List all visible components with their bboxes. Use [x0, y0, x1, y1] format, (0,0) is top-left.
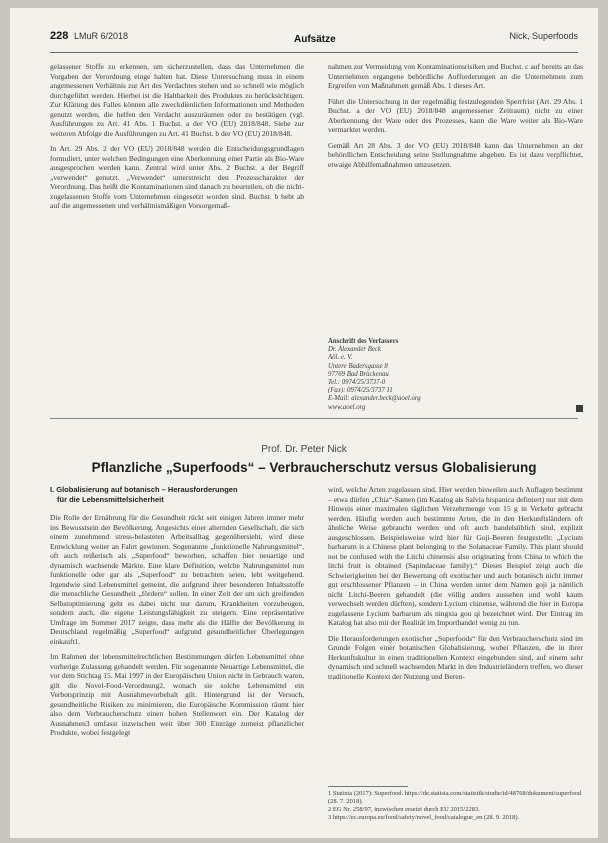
address-city: 97769 Bad Brückenau — [328, 370, 389, 378]
address-tel: Tel.: 0974/25/3737-0 — [328, 379, 386, 387]
page-number: 228 — [50, 30, 69, 42]
author-address — [328, 338, 583, 412]
article-right-column — [328, 485, 583, 687]
footnote: 3 https://ec.europa.eu/food/safety/novel_food/catalogue_en (28. 9. 2018). — [328, 814, 520, 821]
paragraph: Die Herausforderungen exotischer „Superfoods“ für den Verbraucherschutz sind im Grunde Folgen einer botanischen Globalisierung, wobei Pflanzen, die in ihrer Herkunftskultur in einen traditionellen Kontext eingebunden sind, auf einem sehr dynamisch und schnell wachsenden Markt in den Industrieländern treffen, wo dieser traditionelle Kontext der Nutzung und Beren- — [328, 633, 583, 681]
address-fax: (Fax): 0974/25/3737 11 — [328, 387, 393, 395]
section-heading-line: für die Lebensmittelsicherheit — [57, 494, 164, 504]
journal-page — [10, 8, 598, 838]
running-head: Nick, Superfoods — [509, 31, 578, 41]
paragraph: Führt die Untersuchung in der regelmäßig festzulegenden Sperrfrist (Art. 29 Abs. 1 Buchst. a der VO (EU) 2018/848 angemessener Zeitraum) nicht zu einer Aberkennung der Ware oder des Prozesses, kann die Ware weiter als Bio-Ware vermarktet werden. — [328, 96, 583, 134]
article-author: Prof. Dr. Peter Nick — [261, 444, 347, 455]
paragraph: Gemäß Art 28 Abs. 3 der VO (EU) 2018/848 kann das Unternehmen an der behördlichen Entscheidung seine Stellungnahme abgeben. Es ist dazu verpflichtet, etwaige Abhilfemaßnahmen umzusetzen. — [328, 140, 583, 169]
paragraph: wird, welche Arten zugelassen sind. Hier werden bisweilen auch Auflagen bestimmt – etwa dürfen „Chia“-Samen (im Katalog als Salvia hispanica definiert) nur mit dem Hinweis einer maximalen täglichen Verzehrmenge von 15 g in Verkehr gebracht werden. Häufig werden auch bestimmte Arten, die in den Herkunftsländern oft ähnliche Weise gebraucht werden und oft auch handelsüblich sind, explizit ausgeschlossen. Beispielsweise wird hier für Goji-Beeren festgestellt: „Lycium barbarum is a Chinese plant belonging to the Solanaceae Family. This plant should not be confused with the Litchi chinensis also originating from China to which the litchi fruit is obtained (Sapindaceae family).“ Dieses Beispiel zeigt auch die Schwierigkeiten bei der Bewertung oft exotischer und auch botanisch nicht immer gut erschlossener Pflanzen – in China werden unter dem Namen goji ja nämlich nicht Litchi-Beeren gehandelt (die völlig anders aussehen und wohl kaum verwechselt werden dürften), sondern Lycium chinense, während die hier in Europa zugelassene Lycium barbarum als ningxia gou qi bezeichnet wird. Der Eintrag im Katalog hat also mit der Realität im Importhandel wenig zu tun. — [328, 485, 583, 627]
address-street: Untere Badersgasse 8 — [328, 362, 388, 370]
paragraph: In Art. 29 Abs. 2 der VO (EU) 2018/848 werden die Entscheidungsgrundlagen formuliert, unter welchen Bedingungen eine Aberkennung einer Partie als Bio-Ware ausgesprochen werden kann. Zentral wird unter Abs. 2 Buchst. a der Begriff „verwendet“ genutzt. „Verwendet“ unterstreicht den Prozesscharakter der Verordnung. Das heißt die Kontaminationen sind danach zu beurteilen, ob die nicht-zugelassenen Stoffe vom Unternehmen eingesetzt worden sind. Buchst. b hebt ab auf die angemessenen und verhältnismäßigen Vorsorgemaß- — [50, 144, 304, 210]
paragraph: nahmen zur Vermeidung von Kontaminationsrisiken und Buchst. c auf bereits an das Unternehmen ergangene behördliche Aufforderungen an die Unternehmen zum Ergreifen von Maßnahmen gemäß Abs. 1 dieses Art. — [328, 62, 583, 90]
footnote-divider — [328, 786, 408, 787]
end-of-article-mark — [576, 405, 583, 412]
paragraph: Im Rahmen der lebensmittelrechtlichen Bestimmungen dürfen Lebensmittel ohne vorherige Zulassung gehandelt werden. Für sogenannte Neuartige Lebensmittel, die vor dem Stichtag 15. Mai 1997 in der Europäischen Union nicht in Gebrauch waren, gilt die Novel-Food-Verordnung2, wonach sie solche Lebensmittel ein Verbotsprinzip mit Ausnahmevorbehalt gilt. Hintergrund ist der Versuch, gesundheitliche Risiken zu minimieren, die Europäische Kommission räumt hier also dem Verbraucherschutz einen hohen Stellenwert ein. Der Katalog der Ausnahmen3 umfasst inzwischen weit über 300 Einträge zumeist pflanzlicher Produkte, wobei festgelegt — [50, 652, 304, 737]
page-header — [50, 30, 578, 46]
address-heading: Anschrift des Verfassers — [328, 338, 399, 345]
article-left-column — [50, 513, 304, 744]
paragraph: Die Rolle der Ernährung für die Gesundheit rückt seit einigen Jahren immer mehr ins Bewusstsein der Bevölkerung. Angesichts einer alternden Gesellschaft, die sich einem zunehmend stress-belasteten Arbeitsalltag gegenübersieht, wird diese Entwicklung weiter an Fahrt gewinnen. Sogenannte „funktionelle Nahrungsmittel“, oft auch reißerisch als „Superfood“ beworben, schaffen hier neuartige und dynamisch wachsende Märkte. Eine klare Definition, welche Nahrungsmittel nun funktionelle oder gar als „Superfood“ zu betrachten seien, lebt weitgehend. Irgendwie sind Lebensmittel gemeint, die aufgrund ihrer besonderen Inhaltsstoffe die menschliche Gesundheit „fördern“ sollen. In einer Zeit der um sich greifenden Selbstoptimierung geht es dabei nicht nur darum, Krankheiten vorzubeugen, sondern auch, die eigene Leistungsfähigkeit zu steigern. Eine repräsentative Umfrage im Sommer 2017 zeigte, dass mehr als die Hälfte der Bevölkerung in Deutschland regelmäßig „Superfood“ aufgrund gesundheitlicher Überlegungen einkauft1. — [50, 513, 304, 646]
section-heading — [50, 485, 304, 504]
address-web: www.aoel.org — [328, 403, 366, 411]
journal-issue: LMuR 6/2018 — [74, 31, 129, 41]
prev-article-left-column — [50, 62, 304, 217]
address-email: E-Mail: alexander.beck@aoel.org — [328, 395, 421, 403]
footnote: 2 EG Nr. 258/97, inzwischen ersetzt durch EU 2015/2283. — [328, 806, 480, 813]
paragraph: gelassener Stoffe zu erkennen, um sicherzustellen, dass das Unternehmen die Vorgaben der Verordnung einge halten hat. Diese Untersuchung muss in einem angemessenen Verhältnis zur Art des Verdachtes stehen und so schnell wie möglich durchgeführt werden. Hierbei ist die Haltbarkeit des Produktes zu berücksichtigen. Zur Klärung des Falles können alle zweckdienlichen Informationen und Methoden genutzt werden, die helfen den Verdacht auszuräumen oder zu bestätigen (vgl. Ausführungen zu Art. 41 Abs. 1 Buchst. a der VO (EU) 2018/848. Siehe zur weiteren Abfolge die Ausführungen zu Art. 41 Buchst. b der VO (EU) 2018/848. — [50, 62, 304, 138]
footnote: 1 Statista (2017): Superfood. https://de.statista.com/statistik/studie/id/48768/dokument/superfood (28. 7. 2018). — [328, 790, 582, 805]
section-heading-line: I. Globalisierung auf botanisch – Herausforderungen — [50, 485, 238, 494]
article-divider — [50, 418, 578, 419]
section-label: Aufsätze — [294, 34, 336, 45]
address-org: Aöl. e. V. — [328, 354, 353, 362]
header-divider — [50, 52, 578, 53]
article-title: Pflanzliche „Superfoods“ – Verbraucherschutz versus Globalisierung — [91, 460, 537, 475]
prev-article-right-column — [328, 62, 583, 175]
address-name: Dr. Alexander Beck — [328, 346, 381, 354]
